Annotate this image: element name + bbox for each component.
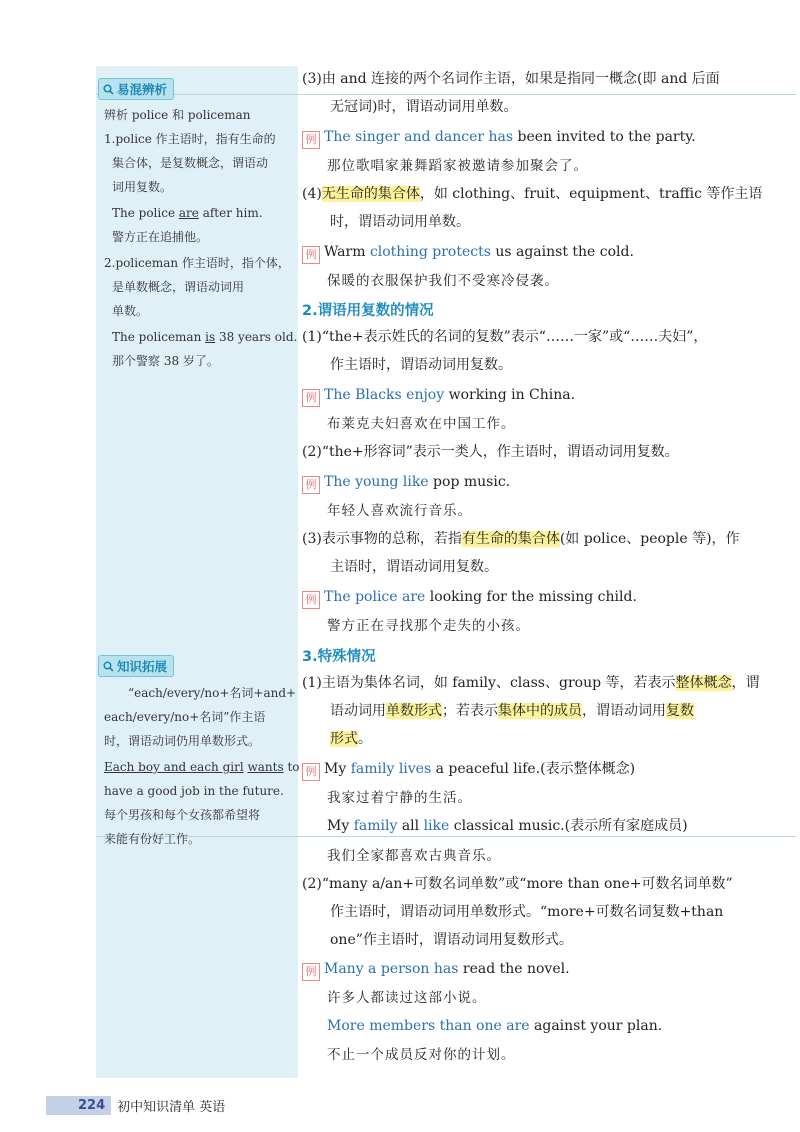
section2-item2: (2)“the+形容词”表示一类人，作主语时，谓语动词用复数。 [302,444,679,460]
example-8 [302,959,570,981]
sidebar-box2-line: “each/every/no+名词+and+ [128,686,297,700]
sidebar-box2-title: 知识拓展 [117,659,168,674]
sidebar-box1-line: 1.police 作主语时，指有生命的 [104,132,276,146]
sidebar-box2-example-en: Each boy and each girl wants to [104,760,300,774]
sidebar-box1-line: 是单数概念，谓语动词用 [112,280,245,294]
search-icon [103,661,114,672]
section2-item3-rest: (如 police、people 等)，作 [559,531,740,547]
para-4-rest: ，如 clothing、fruit、equipment、traffic 等作主语 [419,186,763,202]
section3-item2-line1: (2)“many a/an+可数名词单数”或“more than one+可数名词单数” [302,876,733,892]
sidebar-box1-line: 2.policeman 作主语时，指个体， [104,256,290,270]
example-7 [327,816,688,836]
para-3-line2: 无冠词)时，谓语动词用单数。 [330,99,518,115]
example-4-rest: pop music. [428,474,511,490]
example-8-subject: Many a person has [324,961,459,977]
page-number: 224 [46,1096,111,1115]
sidebar-box1-line: 集合体，是复数概念，谓语动 [112,156,269,170]
para-4-num: (4) [302,186,322,202]
section3-item1-l2-pre: 语动词用 [330,703,386,719]
example-6-cn: 我家过着宁静的生活。 [327,790,472,806]
example-5 [302,587,637,609]
example-4 [302,472,510,494]
example-1-subject: The singer and dancer has [324,129,514,145]
sidebar-box2-line: have a good job in the future. [104,784,284,798]
section2-item1-line2: 作主语时，谓语动词用复数。 [330,357,512,373]
sidebar-box1-line: 那个警察 38 岁了。 [112,354,219,368]
section3-item1-hl1: 整体概念 [675,675,732,691]
example-3 [302,385,575,407]
section3-item1-hl4: 复数 [666,703,694,719]
example-5-subject: The police are [324,589,426,605]
example-5-cn: 警方正在寻找那个走失的小孩。 [327,618,530,634]
example-9 [327,1016,662,1036]
section3-item1-hl2: 单数形式 [386,703,442,719]
example-icon: 例 [302,246,320,264]
example-2-subject: clothing protects [369,244,491,260]
section3-item1-pre: (1)主语为集体名词，如 family、class、group 等，若表示 [302,675,676,691]
sidebar-box2-line: each/every/no+名词”作主语 [104,710,266,724]
footer-title: 初中知识清单 英语 [117,1099,226,1115]
search-icon [103,84,114,95]
section3-item1-l3-post: 。 [358,731,372,747]
para-3-line1: (3)由 and 连接的两个名词作主语，如果是指同一概念(即 and 后面 [302,71,720,87]
example-4-cn: 年轻人喜欢流行音乐。 [327,503,472,519]
example-1 [302,127,696,149]
example-icon: 例 [302,131,320,149]
sidebar-box1-line: 单数。 [112,304,149,318]
sidebar-box2-header [98,655,174,677]
section3-item2-line2: 作主语时，谓语动词用单数形式。“more+可数名词复数+than [330,904,724,920]
sidebar-box1-line: 辨析 police 和 policeman [104,108,251,122]
sidebar-box1-line: 警方正在追捕他。 [112,230,209,244]
sidebar-box1-tag [98,78,174,100]
example-4-subject: The young like [324,474,429,490]
example-icon: 例 [302,476,320,494]
example-6-b: a peaceful life.(表示整体概念) [431,761,636,777]
example-1-cn: 那位歌唱家兼舞蹈家被邀请参加聚会了。 [327,158,588,174]
section2-item3-line2: 主语时，谓语动词用复数。 [330,559,498,575]
section3-item1-line1 [302,673,760,693]
sidebar-box1-line: 词用复数。 [112,180,173,194]
example-icon: 例 [302,591,320,609]
example-8-rest: read the novel. [458,961,570,977]
section3-item1-hl3: 集体中的成员 [498,703,582,719]
example-9-cn: 不止一个成员反对你的计划。 [327,1047,516,1063]
example-2 [302,242,634,264]
example-7-a: My [327,818,354,834]
sidebar-box1-example-en: The policeman is 38 years old. [112,330,298,344]
example-7-cn: 我们全家都喜欢古典音乐。 [327,848,501,864]
section2-item3-pre: (3)表示事物的总称，若指 [302,531,462,547]
sidebar-box2-line: 时，谓语动词仍用单数形式。 [104,734,261,748]
example-6-a: My [324,761,351,777]
sidebar-box1-header [98,78,174,100]
section3-item1-l2-mid: ；若表示 [442,703,498,719]
example-2-a: Warm [324,244,370,260]
sidebar-box1-title: 易混辨析 [117,82,168,97]
section3-item1-post: ，谓 [731,675,760,691]
top-divider [96,94,796,95]
section3-item1-line3 [330,729,372,749]
para-4-line1 [302,184,762,204]
section3-item1-l2-mid2: ，谓语动词用 [582,703,666,719]
example-icon: 例 [302,389,320,407]
section3-item1-line2 [330,701,694,721]
bottom-divider [96,836,796,837]
para-4-line2: 时，谓语动词用单数。 [330,214,470,230]
sidebar-box2-tag [98,655,174,677]
example-7-b: all [397,818,424,834]
example-3-cn: 布莱克夫妇喜欢在中国工作。 [327,416,516,432]
sidebar-box2-line: 每个男孩和每个女孩都希望将 [104,808,261,822]
example-7-c: classical music.(表示所有家庭成员) [449,818,688,834]
example-icon: 例 [302,963,320,981]
example-2-cn: 保暖的衣服保护我们不受寒冷侵袭。 [327,273,559,289]
example-2-b: us against the cold. [490,244,634,260]
example-1-rest: been invited to the party. [513,129,696,145]
section3-item2-line3: one”作主语时，谓语动词用复数形式。 [330,932,573,948]
example-7-subject: family [353,818,398,834]
example-5-rest: looking for the missing child. [425,589,637,605]
sidebar-box2-line: 来能有份好工作。 [104,832,201,846]
para-4-highlight: 无生命的集合体 [321,186,420,202]
sidebar-box1-example-en: The police are after him. [112,206,263,220]
example-6 [302,759,635,781]
example-icon: 例 [302,763,320,781]
example-8-cn: 许多人都读过这部小说。 [327,990,487,1006]
example-6-subject: family lives [350,761,432,777]
page-footer [46,1094,225,1116]
example-7-verb: like [423,818,450,834]
example-9-subject: More members than one are [327,1018,530,1034]
example-3-subject: The Blacks enjoy [324,387,445,403]
section2-item3-line1 [302,529,740,549]
example-9-rest: against your plan. [529,1018,663,1034]
example-3-rest: working in China. [444,387,576,403]
section2-item1-line1: (1)“the+表示姓氏的名词的复数”表示“……一家”或“……夫妇”， [302,329,708,345]
section-heading-2: 2.谓语用复数的情况 [302,303,434,319]
section2-item3-highlight: 有生命的集合体 [461,531,560,547]
section-heading-3: 3.特殊情况 [302,649,376,665]
section3-item1-l3-hl: 形式 [330,731,358,747]
